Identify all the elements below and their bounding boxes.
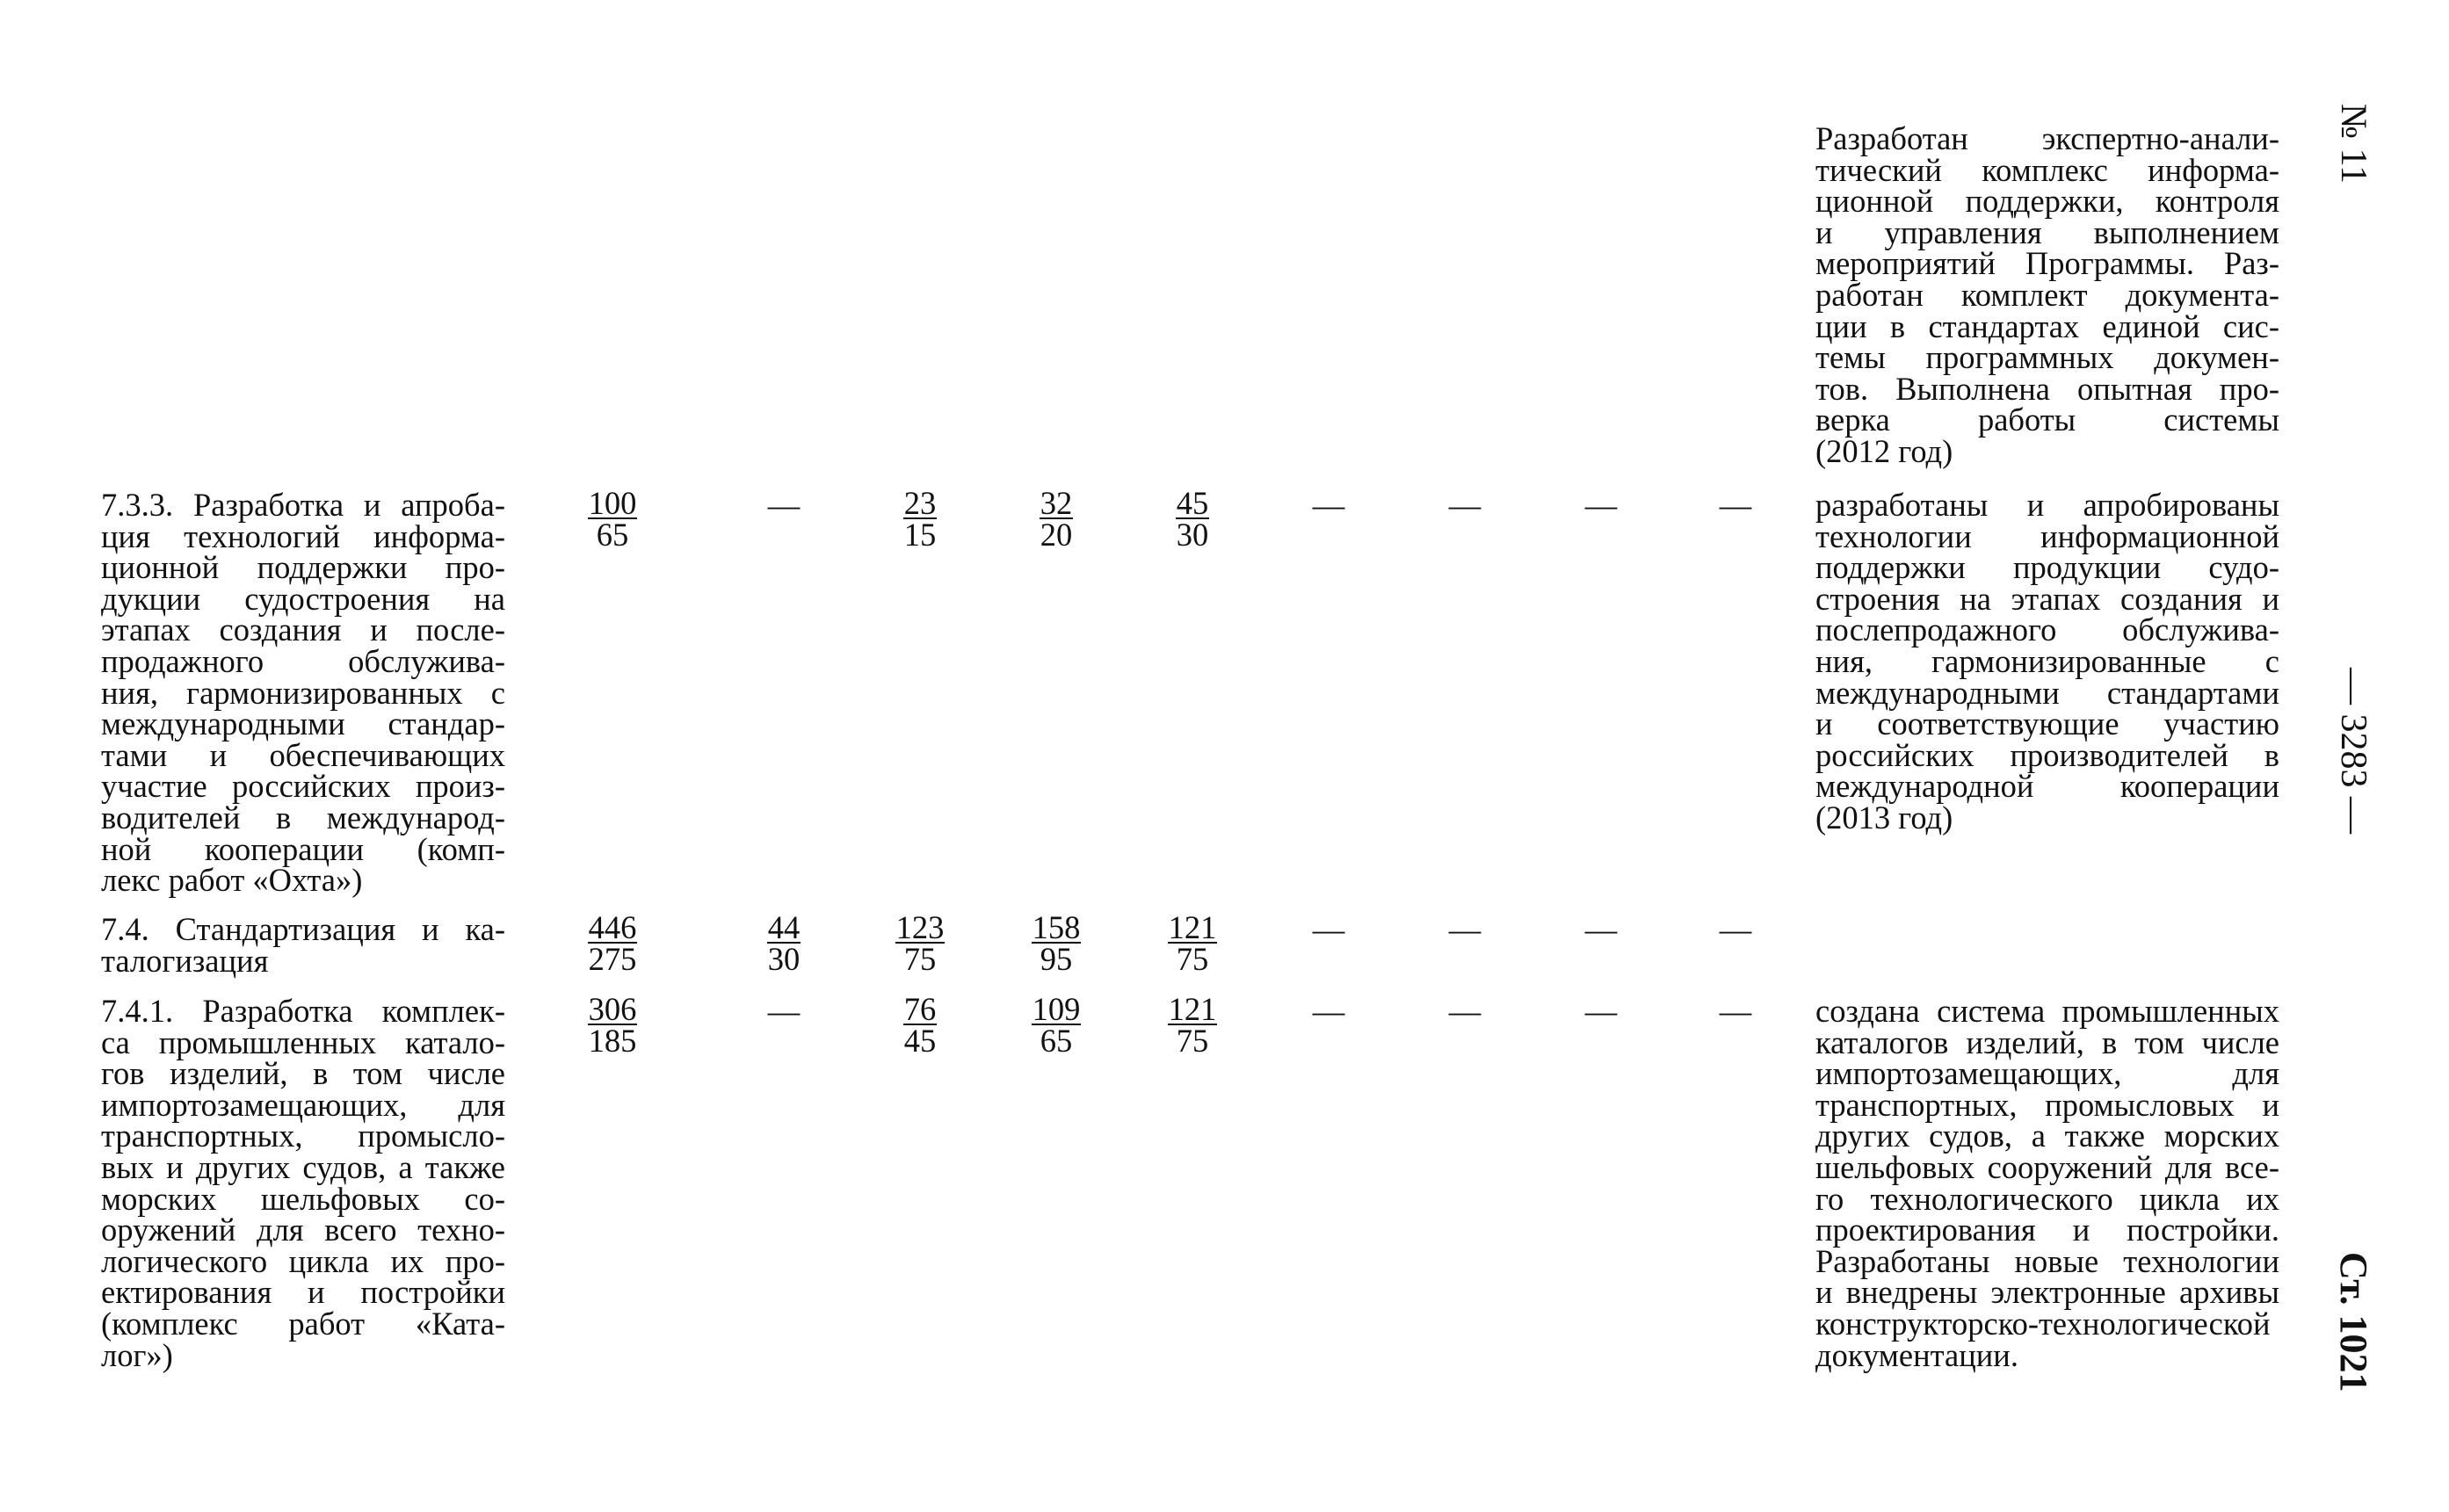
text-line: строения на этапах создания и (1815, 580, 2279, 617)
value-fraction (735, 909, 832, 977)
row-7-4-1-result (1815, 995, 2279, 1371)
fraction-numerator: 44 (767, 909, 801, 945)
text-line: водителей в международ- (101, 799, 505, 836)
row-7-3-3-name (101, 487, 505, 899)
value-dash: — (1448, 911, 1482, 947)
value-fraction (872, 991, 968, 1059)
text-line: тами и обеспечивающих (101, 736, 505, 773)
text-line: ектирования и постройки (101, 1274, 505, 1311)
fraction-denominator: 185 (588, 1023, 637, 1059)
text-line: документации. (1815, 1336, 2018, 1373)
text-line: технологии информационной (1815, 517, 2279, 554)
value-dash: — (767, 487, 801, 523)
fraction-denominator: 15 (903, 517, 937, 553)
fraction-denominator: 30 (767, 941, 801, 977)
value-fraction (1144, 991, 1241, 1059)
fraction-denominator: 275 (588, 941, 637, 977)
text-line: (2013 год) (1815, 799, 1953, 836)
fraction-numerator: 158 (1032, 909, 1081, 945)
text-line: морских шельфовых со- (101, 1180, 505, 1217)
fraction-numerator: 32 (1040, 485, 1073, 521)
value-dash: — (1312, 911, 1345, 947)
issue-number: № 11 (2333, 104, 2373, 184)
text-line: участие российских произ- (101, 768, 505, 805)
value-fraction (1144, 909, 1241, 977)
value-dash: — (1719, 993, 1752, 1029)
text-line: поддержки продукции судо- (1815, 549, 2279, 586)
text-line: конструкторско-технологической (1815, 1305, 2271, 1342)
fraction-numerator: 121 (1168, 909, 1217, 945)
text-line: оружений для всего техно- (101, 1212, 505, 1248)
fraction-numerator: 446 (588, 909, 637, 945)
fraction-denominator: 65 (596, 517, 629, 553)
text-line: тический комплекс информа- (1815, 151, 2279, 188)
text-line: российских производителей в (1815, 736, 2279, 773)
value-dash: — (1719, 487, 1752, 523)
fraction-numerator: 123 (895, 909, 945, 945)
text-line: ционной поддержки про- (101, 549, 505, 586)
text-line: работан комплект документа- (1815, 276, 2279, 313)
fraction-denominator: 75 (1176, 1023, 1209, 1059)
text-line: 7.4. Стандартизация и ка- (101, 911, 505, 947)
text-line: (комплекс работ «Ката- (101, 1305, 505, 1342)
text-line: мероприятий Программы. Раз- (1815, 245, 2279, 282)
value-dash: — (1312, 993, 1345, 1029)
text-line: лог») (101, 1336, 173, 1373)
value-fraction (564, 991, 661, 1059)
text-line: послепродажного обслужива- (1815, 611, 2279, 648)
text-line: логического цикла их про- (101, 1242, 505, 1279)
fraction-denominator: 45 (903, 1023, 937, 1059)
fraction-numerator: 23 (903, 485, 937, 521)
intro-result-text (1815, 120, 2279, 469)
text-line: разработаны и апробированы (1815, 487, 2279, 523)
text-line: этапах создания и после- (101, 611, 505, 648)
value-fraction (1008, 909, 1105, 977)
text-line: тов. Выполнена опытная про- (1815, 370, 2279, 407)
article-number: Ст. 1021 (2332, 1252, 2375, 1393)
text-line: международными стандар- (101, 705, 505, 742)
value-dash: — (1584, 993, 1618, 1029)
fraction-denominator: 75 (903, 941, 937, 977)
value-fraction (872, 909, 968, 977)
text-line: импортозамещающих, для (1815, 1055, 2279, 1092)
value-dash: — (1448, 487, 1482, 523)
fraction-denominator: 95 (1040, 941, 1073, 977)
text-line: гов изделий, в том числе (101, 1055, 505, 1092)
text-line: других судов, а также морских (1815, 1118, 2279, 1154)
text-line: 7.3.3. Разработка и апроба- (101, 487, 505, 523)
fraction-denominator: 30 (1176, 517, 1209, 553)
value-dash: — (767, 993, 801, 1029)
text-line: ния, гармонизированных с (101, 674, 505, 711)
text-line: ции в стандартах единой сис- (1815, 307, 2279, 344)
text-line: шельфовых сооружений для все- (1815, 1148, 2279, 1185)
text-line: транспортных, промысловых и (1815, 1086, 2279, 1123)
value-dash: — (1584, 911, 1618, 947)
text-line: международной кооперации (1815, 768, 2279, 805)
text-line: каталогов изделий, в том числе (1815, 1024, 2279, 1060)
fraction-numerator: 100 (588, 485, 637, 521)
text-line: го технологического цикла их (1815, 1180, 2279, 1217)
text-line: 7.4.1. Разработка комплек- (101, 993, 505, 1029)
text-line: лекс работ «Охта») (101, 862, 363, 899)
text-line: ной кооперации (комп- (101, 830, 505, 867)
row-7-4-name (101, 911, 505, 979)
fraction-numerator: 45 (1176, 485, 1209, 521)
fraction-numerator: 121 (1168, 991, 1217, 1027)
text-line: верка работы системы (1815, 402, 2279, 438)
text-line: транспортных, промысло- (101, 1118, 505, 1154)
value-fraction (872, 485, 968, 553)
text-line: продажного обслужива- (101, 642, 505, 679)
text-line: (2012 год) (1815, 432, 1953, 469)
text-line: вых и других судов, а также (101, 1148, 505, 1185)
text-line: проектирования и постройки. (1815, 1212, 2279, 1248)
text-line: и соответствующие участию (1815, 705, 2279, 742)
text-line: ция технологий информа- (101, 517, 505, 554)
text-line: Разработан экспертно-анали- (1815, 120, 2279, 156)
text-line: са промышленных катало- (101, 1024, 505, 1060)
fraction-denominator: 20 (1040, 517, 1073, 553)
fraction-numerator: 109 (1032, 991, 1081, 1027)
value-dash: — (1312, 487, 1345, 523)
value-fraction (1008, 485, 1105, 553)
value-fraction (1144, 485, 1241, 553)
text-line: и управления выполнением (1815, 213, 2279, 250)
value-dash: — (1719, 911, 1752, 947)
fraction-denominator: 75 (1176, 941, 1209, 977)
text-line: и внедрены электронные архивы (1815, 1274, 2279, 1311)
value-fraction (564, 485, 661, 553)
fraction-numerator: 76 (903, 991, 937, 1027)
text-line: международными стандартами (1815, 674, 2279, 711)
fraction-denominator: 65 (1040, 1023, 1073, 1059)
value-fraction (564, 909, 661, 977)
text-line: ционной поддержки, контроля (1815, 183, 2279, 220)
row-7-3-3-result (1815, 489, 2279, 834)
text-line: создана система промышленных (1815, 993, 2279, 1029)
row-7-4-1-name (101, 995, 505, 1371)
text-line: дукции судостроения на (101, 580, 505, 617)
value-dash: — (1584, 487, 1618, 523)
text-line: ния, гармонизированные с (1815, 642, 2279, 679)
value-fraction (1008, 991, 1105, 1059)
text-line: Разработаны новые технологии (1815, 1242, 2279, 1279)
text-line: талогизация (101, 942, 269, 979)
text-line: темы программных докумен- (1815, 339, 2279, 376)
text-line: импортозамещающих, для (101, 1086, 505, 1123)
fraction-numerator: 306 (588, 991, 637, 1027)
page-number: — 3283 — (2333, 668, 2373, 834)
value-dash: — (1448, 993, 1482, 1029)
